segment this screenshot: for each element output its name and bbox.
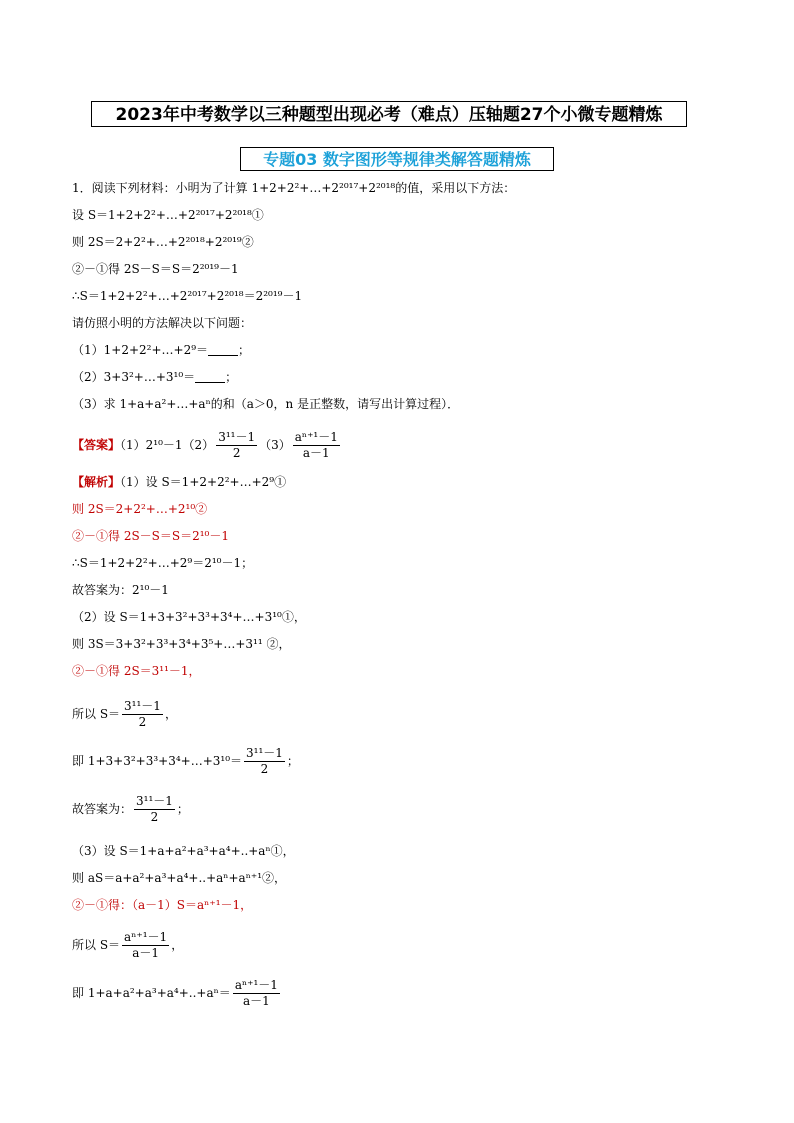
problem-line-2: 则 2S＝2+2²+…+2²⁰¹⁸+2²⁰¹⁹② [72,235,254,249]
question-1-end: ； [238,343,251,357]
analysis-line-2: 则 2S＝2+2²+…+2¹⁰② [72,502,208,516]
analysis-text: 即 1+3+3²+3³+3⁴+…+3¹⁰＝ [72,754,243,768]
fraction-denominator: 2 [150,810,159,824]
analysis-line-6: （2）设 S＝1+3+3²+3³+3⁴+…+3¹⁰①， [72,610,306,624]
fraction [293,430,340,461]
fraction-numerator: 3¹¹－1 [136,794,173,808]
answer-tag: 【答案】 [72,438,121,452]
question-2 [72,369,237,385]
analysis-text: ， [164,707,177,721]
answer-blank [208,343,238,356]
analysis-text: 故答案为： [72,802,133,816]
fraction-numerator: aⁿ⁺¹－1 [124,930,168,944]
question-2-text: （2）3+3²+…+3¹⁰＝ [72,370,196,384]
analysis-line-7: 则 3S＝3+3²+3³+3⁴+3⁵+…+3¹¹ ②， [72,637,291,651]
fraction [122,699,163,730]
analysis-line-12: （3）设 S＝1+a+a²+a³+a⁴+..+aⁿ①， [72,844,295,858]
analysis-text: ； [176,802,189,816]
analysis-line-1 [72,474,286,490]
problem-line-3: ②－①得 2S－S＝S＝2²⁰¹⁹－1 [72,262,239,276]
analysis-text: 即 1+a+a²+a³+a⁴+..+aⁿ＝ [72,986,231,1000]
question-1 [72,342,250,358]
fraction-denominator: a－1 [302,446,330,460]
fraction-numerator: 3¹¹－1 [218,430,256,444]
problem-intro: 1．阅读下列材料：小明为了计算 1+2+2²+…+2²⁰¹⁷+2²⁰¹⁸的值，采用以下方法： [72,181,516,195]
analysis-text: 所以 S＝ [72,707,121,721]
fraction-denominator: a－1 [132,946,160,960]
analysis-line-11 [72,792,189,826]
fraction [122,930,169,961]
analysis-text: （1）设 S＝1+2+2²+…+2⁹① [120,475,287,489]
question-1-text: （1）1+2+2²+…+2⁹＝ [72,343,209,357]
analysis-line-16 [72,976,282,1010]
fraction-denominator: a－1 [242,994,270,1008]
problem-line-4: ∴S＝1+2+2²+…+2²⁰¹⁷+2²⁰¹⁸＝2²⁰¹⁹－1 [72,289,303,303]
analysis-line-3: ②－①得 2S－S＝S＝2¹⁰－1 [72,529,230,543]
analysis-line-14: ②－①得：（a－1）S＝aⁿ⁺¹－1， [72,898,253,912]
fraction-numerator: aⁿ⁺¹－1 [234,978,278,992]
analysis-line-13: 则 aS＝a+a²+a³+a⁴+..+aⁿ+aⁿ⁺¹②， [72,871,287,885]
fraction-denominator: 2 [232,446,241,460]
fraction [233,978,280,1009]
problem-line-5: 请仿照小明的方法解决以下问题： [72,316,253,330]
fraction-numerator: 3¹¹－1 [124,699,161,713]
answer-blank [195,370,225,383]
analysis-line-10 [72,744,299,778]
section-title: 专题03 数字图形等规律类解答题精炼 [240,147,554,171]
analysis-text: ； [286,754,299,768]
analysis-line-9 [72,697,177,731]
fraction [134,794,175,825]
analysis-line-15 [72,928,183,962]
analysis-tag: 【解析】 [72,475,121,489]
fraction-numerator: aⁿ⁺¹－1 [294,430,338,444]
fraction-numerator: 3¹¹－1 [246,746,283,760]
answer-line [72,428,342,462]
analysis-line-4: ∴S＝1+2+2²+…+2⁹＝2¹⁰－1； [72,556,254,570]
fraction [244,746,285,777]
fraction-denominator: 2 [260,762,269,776]
analysis-text: 所以 S＝ [72,938,121,952]
question-2-end: ； [225,370,238,384]
analysis-line-8: ②－①得 2S＝3¹¹－1， [72,664,201,678]
fraction [216,430,257,461]
problem-line-1: 设 S＝1+2+2²+…+2²⁰¹⁷+2²⁰¹⁸① [72,208,264,222]
analysis-line-5: 故答案为：2¹⁰－1 [72,583,169,597]
answer-part-3: （3） [259,438,291,452]
fraction-denominator: 2 [138,715,147,729]
question-3: （3）求 1+a+a²+…+aⁿ的和（a＞0，n 是正整数，请写出计算过程）． [72,397,460,411]
answer-part-1: （1）2¹⁰－1（2） [120,438,215,452]
analysis-text: ， [171,938,184,952]
page-title: 2023年中考数学以三种题型出现必考（难点）压轴题27个小微专题精炼 [91,101,687,127]
